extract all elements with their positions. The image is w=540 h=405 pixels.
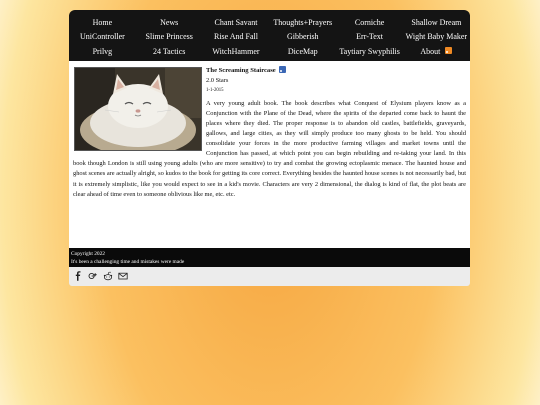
- rss-feed-icon[interactable]: [445, 47, 452, 54]
- nav-item-thoughts-prayers[interactable]: Thoughts+Prayers: [273, 17, 333, 27]
- post-body-container: [73, 99, 466, 200]
- image-wrap-spacer: [73, 99, 206, 150]
- nav-item-wight-baby-maker[interactable]: Wight Baby Maker: [405, 32, 468, 42]
- post-title[interactable]: The Screaming Staircase: [206, 66, 276, 74]
- google-plus-icon[interactable]: [87, 270, 99, 282]
- nav-item-about[interactable]: About: [420, 46, 441, 56]
- nav-item-unicontroller[interactable]: UniController: [79, 32, 125, 42]
- nav-item-err-text[interactable]: Err-Text: [356, 32, 383, 42]
- post-date: 1-1-2015: [206, 87, 224, 93]
- nav-item-about-wrapper: [403, 47, 470, 56]
- nav-item-slime-princess[interactable]: Slime Princess: [145, 32, 193, 42]
- nav-row-3: [69, 44, 470, 59]
- nav-item-taytiary-swyphilis[interactable]: Taytiary Swyphilis: [339, 46, 400, 56]
- post-rating: 2.0 Stars: [206, 76, 229, 84]
- top-navigation: [69, 10, 470, 61]
- nav-item-rise-and-fall[interactable]: Rise And Fall: [213, 32, 258, 42]
- social-share-bar: [69, 267, 470, 286]
- nav-item-24-tactics[interactable]: 24 Tactics: [152, 46, 186, 56]
- nav-item-witchhammer[interactable]: WitchHammer: [212, 46, 260, 56]
- nav-item-shallow-dream[interactable]: Shallow Dream: [411, 17, 462, 27]
- footer-tagline: It's been a challenging time and mistakes were made: [71, 258, 185, 265]
- post-title-line: [206, 66, 286, 76]
- nav-row-2: [69, 30, 470, 45]
- nav-item-dicemap[interactable]: DiceMap: [287, 46, 318, 56]
- rss-icon[interactable]: [279, 66, 286, 73]
- post-body: A very young adult book. The book describes what Conquest of Elysium players know as a Conjunction with the Plane of the Dead, where the spirits of the departed come back to haunt the places where they died. The proper response is to abandon old castles, battlefields, graveyards, gallows, and large cities, as they will simply produce too many ghosts to be held. You should consolidate your forces in the more productive farming villages and market towns until the Conjunction has passed, at which point you can begin rebuilding and re-taking your land. In this book though London is still using young adults (who are more sensitive) to try and combat the growing ectoplasmic menace. The haunted house and ghost scenes are actually alright, so kudos to the book for getting its core correct. Everything besides the haunted house scenes is not necessarily bad, but it is extremely simplistic, like you would expect to see in a kid's movie. Characters are very 2 dimensional, the dialog is kind of flat, the plot beats are clear ahead of time even to someone oblivious like me, etc. etc.: [73, 99, 466, 198]
- nav-item-news[interactable]: News: [160, 17, 179, 27]
- nav-item-chant-savant[interactable]: Chant Savant: [214, 17, 258, 27]
- reddit-icon[interactable]: [102, 270, 114, 282]
- page-container: [69, 10, 470, 286]
- nav-item-gibberish[interactable]: Gibberish: [287, 32, 319, 42]
- main-content: [69, 61, 470, 248]
- nav-row-1: [69, 15, 470, 30]
- copyright-text: Copyright 2022: [71, 250, 105, 257]
- nav-item-prilvg[interactable]: Prilvg: [92, 46, 113, 56]
- facebook-icon[interactable]: [72, 270, 84, 282]
- nav-item-corniche[interactable]: Corniche: [354, 17, 385, 27]
- nav-item-home[interactable]: Home: [92, 17, 113, 27]
- footer: [69, 248, 470, 267]
- email-icon[interactable]: [117, 270, 129, 282]
